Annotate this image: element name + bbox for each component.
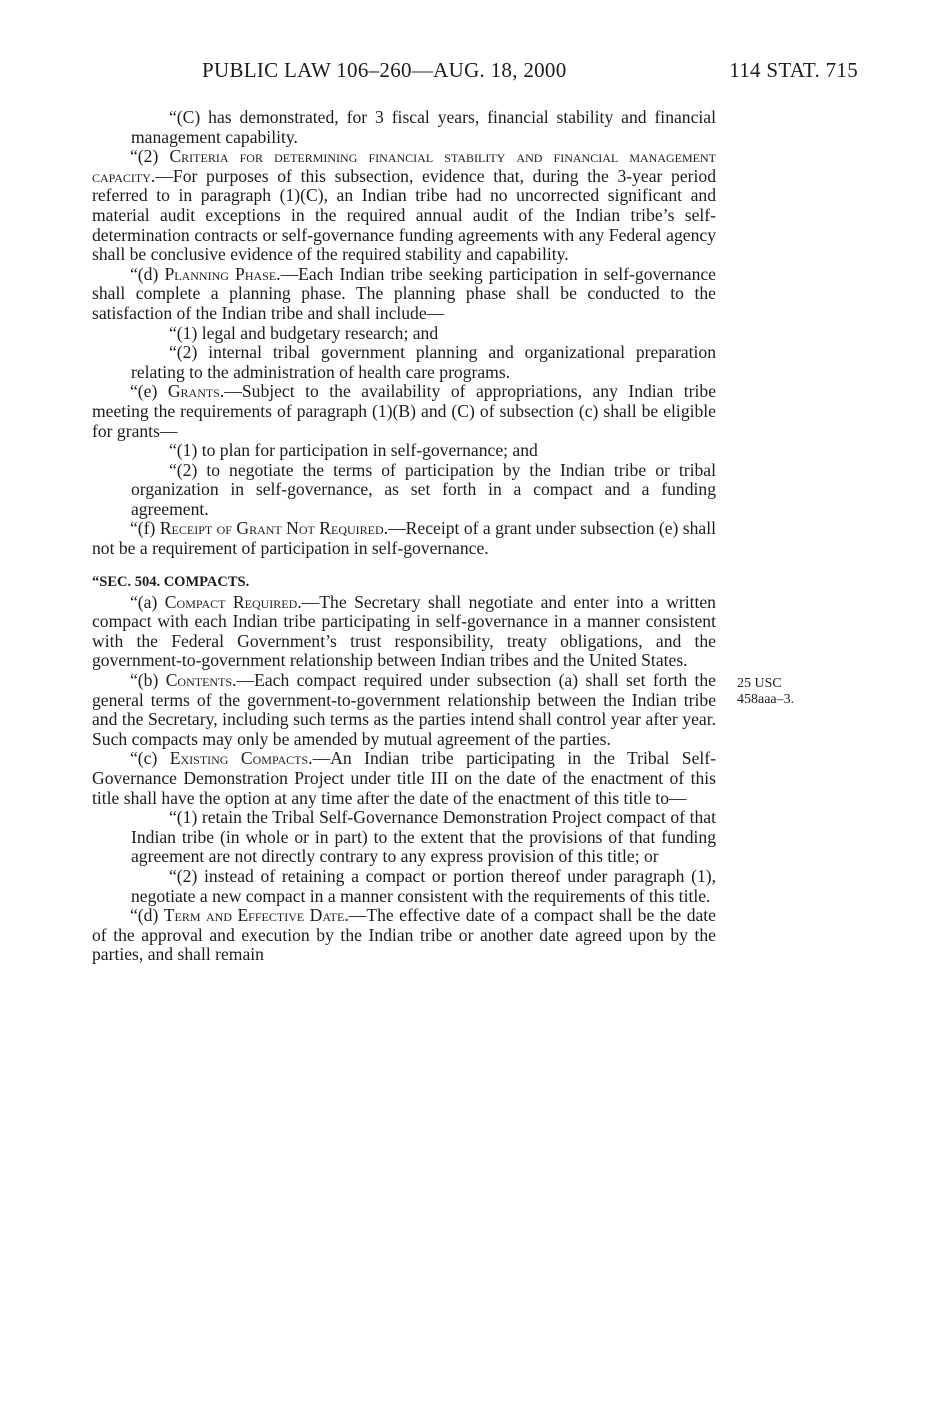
- subsection-label: “(f): [130, 518, 160, 539]
- subsection-heading: Existing Compacts.: [169, 748, 313, 769]
- paragraph-body: —For purposes of this subsection, evidence that, during the 3-year period referred to in paragraph (1)(C), an Indian tribe had no uncorrected significant and material audit exceptions in the required annual audit of the Indian tribe’s self-determination contracts or self-governance funding agreements with any Federal agency shall be conclusive evidence of the required stability and capability.: [92, 165, 716, 265]
- usc-title: 25 USC: [737, 676, 782, 691]
- subsection-label: “(b): [130, 670, 166, 691]
- subsection-heading: Contents.: [165, 670, 237, 691]
- subsection-heading: Compact Required.: [164, 591, 302, 612]
- subsection-body: —The effective date of a compact shall be the date of the approval and execution by the Indian tribe or another date agreed upon by the parties, and shall remain: [92, 905, 716, 965]
- subsection-label: “(e): [130, 381, 168, 402]
- subsection-body: —The Secretary shall negotiate and enter into a written compact with each Indian tribe participating in self-governance in a manner consistent with the Federal Government’s trust responsibility, treaty obligations, and the government-to-government relationship between Indian tribes and the United States.: [92, 591, 716, 671]
- subsection-c-existing-compacts: [92, 749, 716, 808]
- paragraph-heading: Criteria for determining financial stability and financial management capacity.: [92, 146, 716, 186]
- subsection-d-planning-phase: [92, 265, 716, 324]
- section-504-heading: “SEC. 504. COMPACTS.: [92, 573, 250, 590]
- subsection-body: —Each compact required under subsection (a) shall set forth the general terms of the government-to-government relationship between the Indian tribe and the Secretary, including such terms as the parties intend shall control year after year. Such compacts may only be amended by mutual agreement of the parties.: [92, 670, 716, 749]
- clause-c-stability: “(C) has demonstrated, for 3 fiscal years, financial stability and financial management capability.: [131, 107, 716, 147]
- subsection-body: —Subject to the availability of appropriations, any Indian tribe meeting the requirements of paragraph (1)(B) and (C) of subsection (c) shall be eligible for grants—: [92, 381, 717, 441]
- paragraph-e2: “(2) to negotiate the terms of participation by the Indian tribe or tribal organization in self-governance, as set forth in a compact and a funding agreement.: [131, 459, 716, 519]
- law-text: [92, 108, 716, 965]
- page-header: [92, 58, 862, 88]
- paragraph-label: “(2): [130, 146, 170, 167]
- paragraph-2-criteria: [92, 147, 716, 265]
- public-law-citation: PUBLIC LAW 106–260—AUG. 18, 2000: [202, 58, 567, 82]
- usc-section: 458aaa–3.: [737, 692, 795, 707]
- paragraph-d2: “(2) internal tribal government planning and organizational preparation relating to the administration of health care programs.: [131, 342, 716, 382]
- subsection-d-term-and-effective-date: [92, 906, 716, 965]
- subsection-body: —Receipt of a grant under subsection (e) shall not be a requirement of participation in self-governance.: [92, 518, 716, 559]
- subsection-body: —An Indian tribe participating in the Tribal Self-Governance Demonstration Project under title III on the date of the enactment of this title shall have the option at any time after the date of the enactment of this title to—: [92, 748, 716, 808]
- subsection-f-receipt-of-grant: [92, 519, 716, 558]
- subsection-a-compact-required: [92, 593, 716, 671]
- paragraph-c1: “(1) retain the Tribal Self-Governance Demonstration Project compact of that Indian tribe (in whole or in part) to the extent that the provisions of that funding agreement are not directly contrary to any express provision of this title; or: [131, 807, 716, 867]
- paragraph-e1: “(1) to plan for participation in self-governance; and: [169, 440, 538, 461]
- subsection-heading: Term and Effective Date.: [163, 905, 349, 926]
- subsection-b-contents: [92, 671, 716, 749]
- subsection-heading: Receipt of Grant Not Required.: [159, 518, 389, 539]
- subsection-body: —Each Indian tribe seeking participation in self-governance shall complete a planning phase. The planning phase shall be conducted to the satisfaction of the Indian tribe and shall include—: [92, 263, 716, 323]
- subsection-heading: Planning Phase.: [164, 263, 281, 284]
- subsection-label: “(c): [130, 748, 170, 769]
- subsection-heading: Grants.: [167, 381, 225, 402]
- subsection-e-grants: [92, 382, 716, 441]
- paragraph-d1: “(1) legal and budgetary research; and: [169, 322, 439, 343]
- subsection-label: “(d): [130, 905, 164, 926]
- subsection-label: “(a): [130, 591, 165, 612]
- paragraph-c2: “(2) instead of retaining a compact or portion thereof under paragraph (1), negotiate a new compact in a manner consistent with the requirements of this title.: [131, 865, 716, 906]
- usc-margin-note: [737, 676, 857, 708]
- statute-page-number: 114 STAT. 715: [729, 58, 858, 82]
- subsection-label: “(d): [130, 263, 165, 284]
